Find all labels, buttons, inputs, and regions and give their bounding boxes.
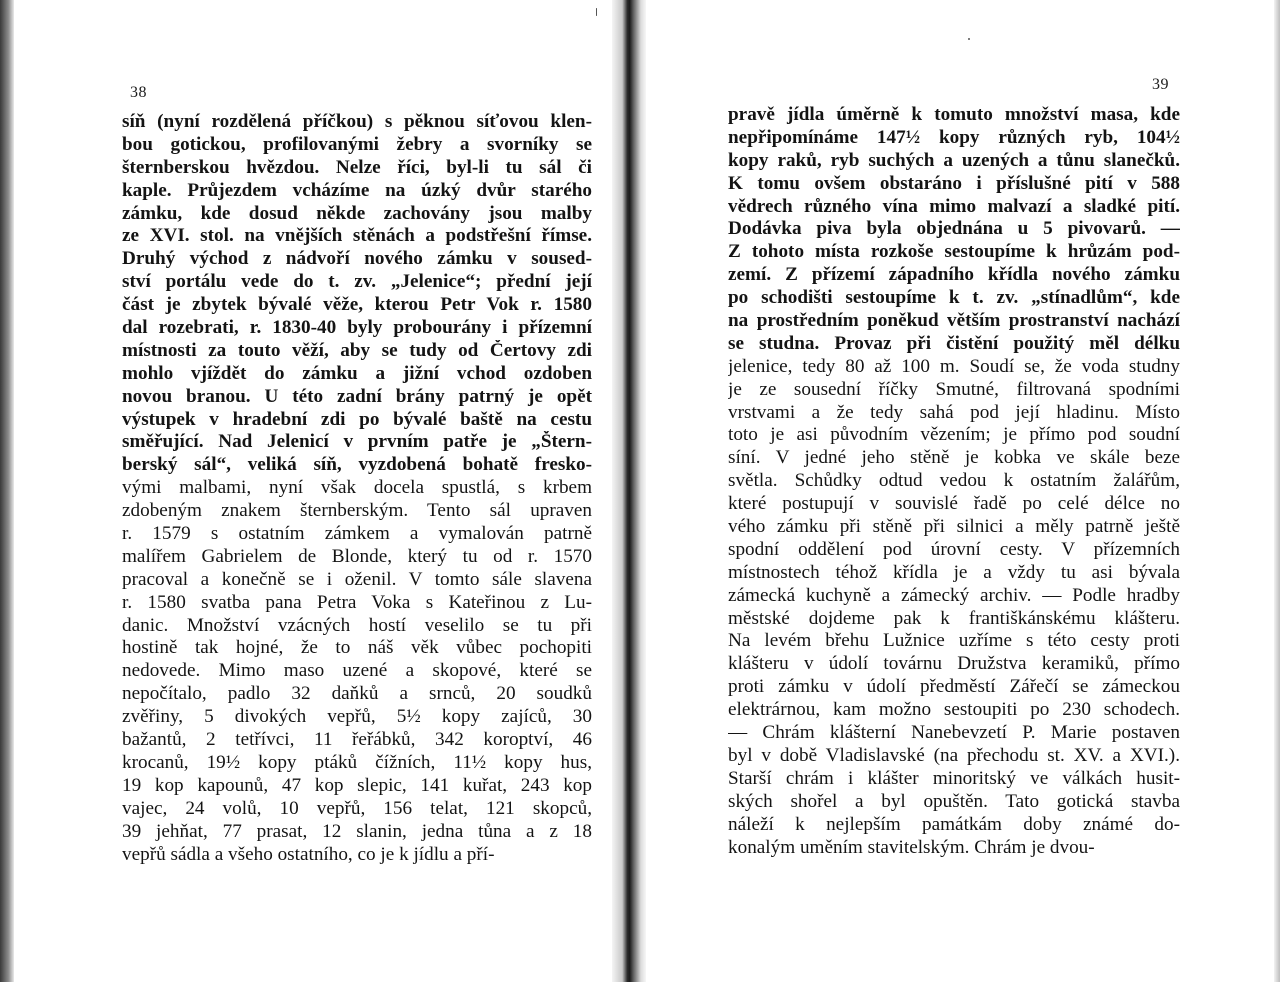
paper-speck <box>596 8 597 16</box>
text-line: r. 1580 svatba pana Petra Voka s Kateřinou z Lu- <box>122 591 592 613</box>
text-line: které postupují v souvislé řadě po celé délce no <box>728 493 1180 515</box>
text-line: zámecká kuchyně a zámecký archiv. — Podle hradby <box>728 584 1180 606</box>
text-line: elektrárnou, kam možno sestoupiti po 230 schodech. <box>728 699 1180 721</box>
text-line: konalým uměním stavitelským. Chrám je dvou- <box>728 836 1095 858</box>
text-line: šternberskou hvězdou. Nelze říci, byl-li tu sál či <box>122 156 592 178</box>
text-line: nepřipomínáme 147½ kopy různých ryb, 104½ <box>728 126 1180 148</box>
text-line: místnosti za touto věží, aby se tudy od Čertovy zdi <box>122 339 592 361</box>
text-line: zdobeným znakem šternberským. Tento sál upraven <box>122 500 592 522</box>
text-line: po schodišti sestoupíme k t. zv. „stínadlům“, kde <box>728 287 1180 309</box>
text-line: výstupek v hradební zdi po bývalé baště na cestu <box>122 408 592 430</box>
text-line: vými malbami, nyní však docela spustlá, s krbem <box>122 477 592 499</box>
text-line: dal rozebrati, r. 1830-40 byly probourány i přízemní <box>122 317 592 339</box>
text-line: kaple. Průjezdem vcházíme na úzký dvůr starého <box>122 179 592 201</box>
text-line: síní. V jedné jeho stěně je kobka ve skále beze <box>728 447 1180 469</box>
book-edge-right <box>1274 0 1280 982</box>
text-line: zvěřiny, 5 divokých vepřů, 5½ kopy zajíců, 30 <box>122 706 592 728</box>
text-line: proti zámku v údolí předměstí Zářečí se zámeckou <box>728 676 1180 698</box>
text-line: nedovede. Mimo maso uzené a skopové, které se <box>122 660 592 682</box>
text-line: náleží k nejlepším památkám doby známé do- <box>728 813 1180 835</box>
paper-speck <box>968 38 970 40</box>
text-line: místnostech téhož křídla je a vždy tu asi bývala <box>728 561 1180 583</box>
text-line: danic. Množství vzácných hostí veselilo se tu při <box>122 614 592 636</box>
text-line: malířem Gabrielem de Blonde, který tu od r. 1570 <box>122 545 592 567</box>
text-line: zámku, kde dosud někde zachovány jsou malby <box>122 202 592 224</box>
left-page <box>16 0 610 982</box>
text-line: síň (nyní rozdělená příčkou) s pěknou síťovou klen- <box>122 111 592 132</box>
text-line: bou gotickou, profilovanými žebry a svorníky se <box>122 133 592 155</box>
text-line: klášteru v údolí továrnu Družstva keramiků, přímo <box>728 653 1180 675</box>
text-line: Z tohoto místa rozkoše sestoupíme k hrůzám pod- <box>728 241 1180 263</box>
text-line: spodní oddělení pod úrovní cesty. V přízemních <box>728 538 1180 560</box>
text-line: pravě jídla úměrně k tomuto množství masa, kde <box>728 104 1180 125</box>
right-page <box>648 0 1274 982</box>
text-line: na prostředním poněkud větším prostranství nachází <box>728 310 1180 332</box>
text-line: vědrech různého vína mimo malvazí a sladké pití. <box>728 195 1180 217</box>
text-line: ských shořel a byl opuštěn. Tato gotická stavba <box>728 790 1180 812</box>
text-line: světla. Schůdky odtud vedou k ostatním žalářům, <box>728 470 1180 492</box>
text-line: ze XVI. stol. na vnějších stěnách a podstřešní římse. <box>122 225 592 247</box>
text-line: pracoval a konečně se i oženil. V tomto sále slavena <box>122 568 592 590</box>
text-line: se studna. Provaz při čistění použitý měl délku <box>728 332 1180 354</box>
text-line: kopy raků, ryb suchých a uzených a tůnu slanečků. <box>728 149 1180 171</box>
text-line: toto je asi původním vězením; je přímo pod soudní <box>728 424 1180 446</box>
text-line: — Chrám klášterní Nanebevzetí P. Marie postaven <box>728 722 1180 744</box>
text-line: berský sál“, veliká síň, vyzdobená bohatě fresko- <box>122 454 592 476</box>
text-line: byl v době Vladislavské (na přechodu st. XV. a XVI.). <box>728 744 1180 766</box>
text-line: ství portálu vede do t. zv. „Jelenice“; přední její <box>122 271 592 293</box>
left-page-text <box>122 111 592 866</box>
text-line: nepočítalo, padlo 32 daňků a srnců, 20 soudků <box>122 683 592 705</box>
text-line: K tomu ovšem obstaráno i příslušné pití v 588 <box>728 172 1180 194</box>
right-page-text <box>728 104 1180 859</box>
text-line: Druhý východ z nádvoří nového zámku v soused- <box>122 248 592 270</box>
text-line: směřující. Nad Jelenicí v prvním patře je „Štern- <box>122 431 592 453</box>
text-line: vrstvami a že tedy sahá pod její hladinu. Místo <box>728 401 1180 423</box>
text-line: hostině tak hojné, že to náš věk vůbec pochopiti <box>122 637 592 659</box>
text-line: mohlo vjíždět do zámku a jižní vchod ozdoben <box>122 362 592 384</box>
right-page-number: 39 <box>1152 76 1169 93</box>
text-line: městské dojdeme pak k františkánskému klášteru. <box>728 607 1180 629</box>
book-edge-left <box>0 0 14 982</box>
text-line: bažantů, 2 tetřívci, 11 řeřábků, 342 koroptví, 46 <box>122 729 592 751</box>
text-line: Dodávka piva byla objednána u 5 pivovarů. — <box>728 218 1180 240</box>
text-line: 39 jehňat, 77 prasat, 12 slanin, jedna tůna a z 18 <box>122 820 592 842</box>
text-line: Na levém břehu Lužnice uzříme s této cesty proti <box>728 630 1180 652</box>
text-line: 19 kop kapounů, 47 kop slepic, 141 kuřat, 243 kop <box>122 774 592 796</box>
text-line: r. 1579 s ostatním zámkem a vymalován patrně <box>122 523 592 545</box>
text-line: vepřů sádla a všeho ostatního, co je k jídlu a pří- <box>122 843 495 865</box>
text-line: jelenice, tedy 80 až 100 m. Soudí se, že voda studny <box>728 355 1180 377</box>
text-line: vého zámku při stěně při silnici a měly patrně ještě <box>728 516 1180 538</box>
text-line: je ze sousední říčky Smutné, filtrovaná spodními <box>728 378 1180 400</box>
text-line: zemí. Z přízemí západního křídla nového zámku <box>728 264 1180 286</box>
text-line: Starší chrám i klášter minoritský ve válkách husit- <box>728 767 1180 789</box>
book-gutter <box>612 0 646 982</box>
text-line: vajec, 24 volů, 10 vepřů, 156 telat, 121 skopců, <box>122 797 592 819</box>
text-line: část je zbytek bývalé věže, kterou Petr Vok r. 1580 <box>122 294 592 316</box>
text-line: novou branou. U této zadní brány patrný je opět <box>122 385 592 407</box>
left-page-number: 38 <box>130 84 147 101</box>
text-line: krocanů, 19½ kopy ptáků čížních, 11½ kopy hus, <box>122 751 592 773</box>
